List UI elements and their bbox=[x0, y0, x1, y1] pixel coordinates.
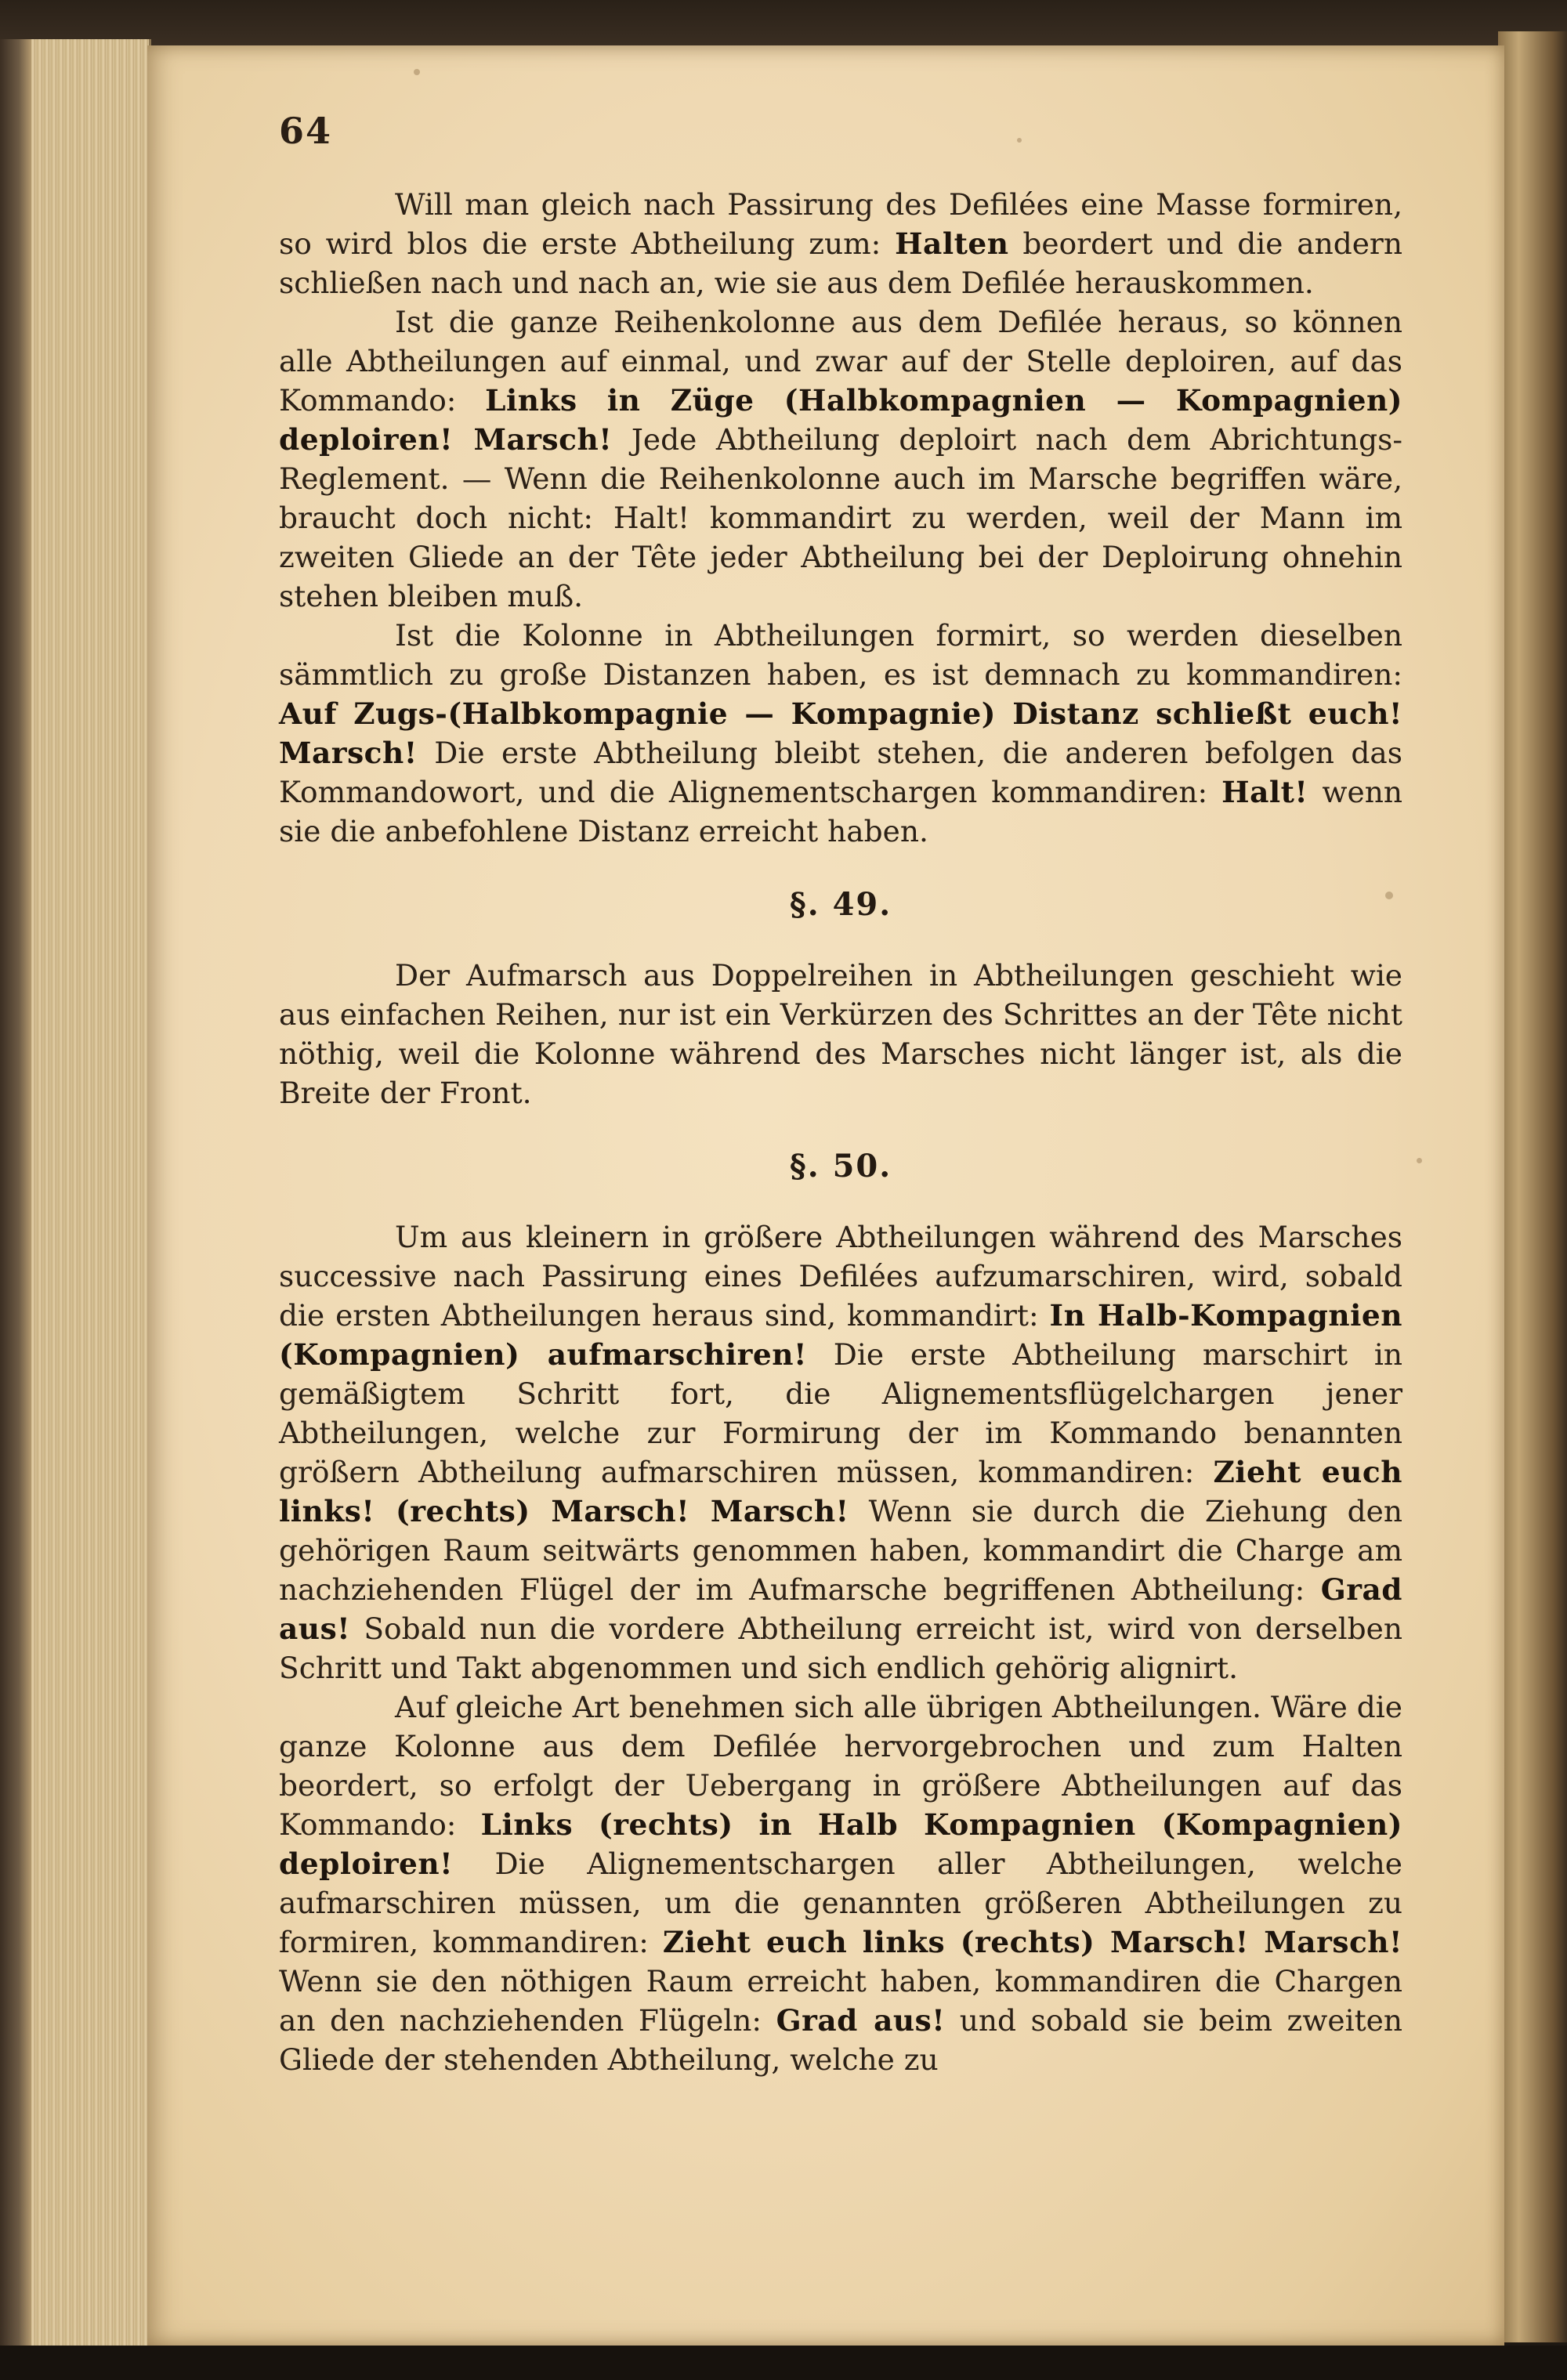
page-number: 64 bbox=[279, 110, 333, 152]
paragraph bbox=[279, 956, 1402, 1112]
command-text: Zieht euch links (rechts) Marsch! Marsch! bbox=[662, 1925, 1403, 1959]
paragraph bbox=[279, 302, 1402, 616]
command-text: Grad aus! bbox=[776, 2003, 946, 2038]
paragraphs-before-section-49 bbox=[279, 185, 1402, 851]
paragraph-text: Ist die Kolonne in Abtheilungen formirt, so werden dieselben sämmtlich zu große Distanzen haben, es ist demnach zu kommandiren: bbox=[279, 618, 1402, 692]
paragraph-text: Wenn sie durch die Ziehung den gehörigen Raum seitwärts genommen haben, kommandirt die Charge am nachziehenden Flügel der im Aufmarsche begriffenen Abtheilung: bbox=[279, 1494, 1402, 1607]
paragraph-text: Um aus kleinern in größere Abtheilungen während des Marsches successive nach Passirung eines Defilées aufzumarschiren, wird, sobald die ersten Abtheilungen heraus sind, kommandirt: bbox=[279, 1220, 1402, 1333]
paragraph bbox=[279, 1687, 1402, 2079]
section-50-body bbox=[279, 1217, 1402, 2079]
body-text bbox=[279, 185, 1402, 2079]
command-text: Links in Züge (Halbkompagnien — Kompagnien) deploiren! Marsch! bbox=[279, 383, 1402, 457]
paragraph bbox=[279, 616, 1402, 851]
paragraph-text: Der Aufmarsch aus Doppelreihen in Abtheilungen geschieht wie aus einfachen Reihen, nur ist ein Verkürzen des Schrittes an der Tête nicht nöthig, weil die Kolonne während des Marsches nicht länger ist, als die Breite der Front. bbox=[279, 958, 1402, 1110]
paragraph-text: Die erste Abtheilung bleibt stehen, die anderen befolgen das Kommandowort, und die Alignementschargen kommandiren: bbox=[279, 736, 1402, 809]
paragraph-text: Jede Abtheilung deploirt nach dem Abrichtungs-Reglement. — Wenn die Reihenkolonne auch im Marsche begriffen wäre, braucht doch nicht: Halt! kommandirt zu werden, weil der Mann im zweiten Gliede an der Tête jeder Abtheilung bei der Deploirung ohnehin stehen bleiben muß. bbox=[279, 422, 1403, 613]
paragraph-text: Wenn sie den nöthigen Raum erreicht haben, kommandiren die Chargen an den nachziehenden Flügeln: bbox=[279, 1964, 1402, 2038]
paragraph-text: wenn sie die anbefohlene Distanz erreicht haben. bbox=[279, 775, 1402, 848]
command-text: Grad aus! bbox=[279, 1572, 1402, 1646]
section-49-heading: §. 49. bbox=[789, 886, 892, 923]
book-cover-bottom-edge bbox=[0, 2346, 1567, 2380]
paragraph-text: Die Alignementschargen aller Abtheilungen, welche aufmarschiren müssen, um die genannten größeren Abtheilungen zu formiren, kommandiren: bbox=[279, 1846, 1402, 1959]
command-text: Zieht euch links! (rechts) Marsch! Marsch! bbox=[279, 1455, 1402, 1528]
paragraph bbox=[279, 185, 1402, 302]
paper-speck bbox=[1017, 138, 1022, 143]
book-cover-top-edge bbox=[0, 0, 1567, 47]
paragraph-text: Auf gleiche Art benehmen sich alle übrigen Abtheilungen. Wäre die ganze Kolonne aus dem Defilée hervorgebrochen und zum Halten beordert, so erfolgt der Uebergang in größere Abtheilungen auf das Kommando: bbox=[279, 1690, 1402, 1842]
section-50-heading: §. 50. bbox=[789, 1148, 892, 1185]
command-text: Auf Zugs-(Halbkompagnie — Kompagnie) Distanz schließt euch! Marsch! bbox=[279, 696, 1402, 770]
paragraph-text: Will man gleich nach Passirung des Defilées eine Masse formiren, so wird blos die erste Abtheilung zum: bbox=[279, 187, 1402, 261]
paragraph-text: Die erste Abtheilung marschirt in gemäßigtem Schritt fort, die Alignementsflügelchargen jener Abtheilungen, welche zur Formirung der im Kommando benannten größern Abtheilung aufmarschiren müssen, kommandiren: bbox=[279, 1337, 1402, 1489]
command-text: Halten bbox=[895, 226, 1009, 261]
command-text: Halt! bbox=[1221, 775, 1308, 809]
paper-speck bbox=[1417, 1158, 1422, 1163]
paragraph-text: und sobald sie beim zweiten Gliede der stehenden Abtheilung, welche zu bbox=[279, 2003, 1402, 2077]
paragraph-text: Ist die ganze Reihenkolonne aus dem Defilée heraus, so können alle Abtheilungen auf einmal, und zwar auf der Stelle deploiren, auf das Kommando: bbox=[279, 305, 1402, 418]
section-49-body bbox=[279, 956, 1402, 1112]
paragraph-text: Sobald nun die vordere Abtheilung erreicht ist, wird von derselben Schritt und Takt abgenommen und sich endlich gehörig alignirt. bbox=[279, 1611, 1402, 1685]
paragraph-text: beordert und die andern schließen nach und nach an, wie sie aus dem Defilée herauskommen. bbox=[279, 226, 1403, 300]
right-page-edge bbox=[1498, 31, 1567, 2342]
book-spine bbox=[0, 39, 31, 2350]
paper-speck bbox=[414, 69, 420, 75]
command-text: Links (rechts) in Halb Kompagnien (Kompagnien) deploiren! bbox=[279, 1807, 1402, 1881]
command-text: In Halb-Kompagnien (Kompagnien) aufmarschiren! bbox=[279, 1298, 1403, 1372]
paragraph bbox=[279, 1217, 1402, 1687]
